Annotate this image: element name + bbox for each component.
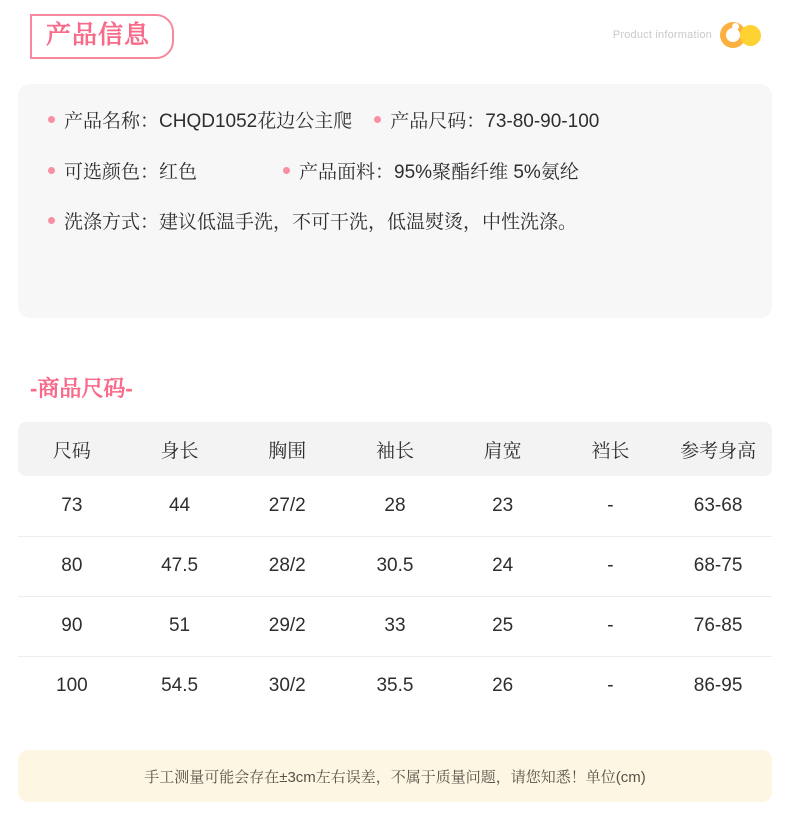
- measurement-note-text: 手工测量可能会存在±3cm左右误差，不属于质量问题，请您知悉！单位(cm): [144, 768, 646, 786]
- column-header-reference-height: 参考身高: [664, 422, 772, 476]
- cell-bust: 28/2: [233, 536, 341, 596]
- page-header: [0, 0, 790, 78]
- info-item-product-name: [48, 108, 352, 137]
- cell-body-length: 54.5: [161, 675, 199, 697]
- cell-bust: 27/2: [233, 476, 341, 536]
- table-header-row: [18, 422, 772, 476]
- info-item-color: [48, 159, 197, 188]
- info-label: 洗涤方式：: [64, 212, 160, 233]
- column-header-body-length: 身长: [126, 422, 234, 476]
- cell-reference-height: 76-85: [664, 596, 772, 656]
- info-value: 73-80-90-100: [485, 111, 600, 132]
- size-table-wrapper: [18, 422, 772, 716]
- cell-crotch-length: -: [557, 536, 665, 596]
- info-label: 产品面料：: [299, 161, 395, 183]
- bullet-icon: [283, 167, 290, 174]
- cell-body-length: 47.5: [126, 536, 234, 596]
- info-label: 可选颜色：: [64, 161, 160, 183]
- cell-body-length: 51: [126, 596, 234, 656]
- cell-body-length: 44: [126, 476, 234, 536]
- column-header-bust: 胸围: [233, 422, 341, 476]
- header-en-label: Product information: [612, 29, 712, 41]
- size-table-body: [18, 476, 772, 716]
- page-title-badge: [30, 14, 174, 59]
- info-value: CHQD1052花边公主爬: [159, 111, 353, 132]
- info-item-product-size: [374, 108, 599, 137]
- cell-size: 100: [56, 675, 88, 697]
- size-table-head: [18, 422, 772, 476]
- cell-shoulder-width: 25: [449, 596, 557, 656]
- measurement-note: [18, 750, 772, 802]
- cell-sleeve-length: 28: [341, 476, 449, 536]
- column-header-size: 尺码: [18, 422, 126, 476]
- info-row: [48, 159, 742, 188]
- cell-shoulder-width: 24: [449, 536, 557, 596]
- table-row: [18, 656, 772, 716]
- table-row: [18, 596, 772, 656]
- cell-shoulder-width: 23: [449, 476, 557, 536]
- brand-circles-logo-icon: [720, 22, 766, 48]
- column-header-sleeve-length: 袖长: [341, 422, 449, 476]
- cell-shoulder-width: 26: [492, 675, 514, 697]
- cell-bust: 29/2: [233, 596, 341, 656]
- column-header-shoulder-width: 肩宽: [449, 422, 557, 476]
- size-section-title: -商品尺码-: [30, 376, 133, 401]
- cell-sleeve-length: 33: [341, 596, 449, 656]
- table-row: [18, 476, 772, 536]
- cell-size: 80: [18, 536, 126, 596]
- cell-crotch-length: -: [557, 596, 665, 656]
- cell-sleeve-length: 35.5: [376, 675, 414, 697]
- bullet-icon: [48, 167, 55, 174]
- product-info-card: [18, 84, 772, 318]
- table-row: [18, 536, 772, 596]
- bullet-icon: [48, 116, 55, 123]
- cell-sleeve-length: 30.5: [341, 536, 449, 596]
- info-label: 产品尺码：: [390, 111, 486, 132]
- info-item-washing: [48, 209, 577, 238]
- info-value: 红色: [159, 161, 198, 183]
- header-brand-area: [613, 22, 766, 48]
- cell-reference-height: 86-95: [693, 675, 743, 697]
- cell-reference-height: 68-75: [664, 536, 772, 596]
- cell-size: 90: [18, 596, 126, 656]
- cell-bust: 30/2: [268, 675, 306, 697]
- info-item-fabric: [283, 159, 579, 188]
- column-header-crotch-length: 裆长: [557, 422, 665, 476]
- info-value: 95%聚酯纤维 5%氨纶: [394, 161, 579, 183]
- size-table: [18, 422, 772, 716]
- info-value: 建议低温手洗，不可干洗，低温熨烫，中性洗涤。: [159, 212, 578, 233]
- info-row: [48, 209, 742, 238]
- cell-crotch-length: -: [557, 476, 665, 536]
- cell-reference-height: 63-68: [664, 476, 772, 536]
- bullet-icon: [48, 217, 55, 224]
- bullet-icon: [374, 116, 381, 123]
- info-label: 产品名称：: [64, 111, 160, 132]
- page-title: 产品信息: [46, 21, 151, 49]
- cell-size: 73: [18, 476, 126, 536]
- cell-crotch-length: -: [607, 675, 614, 697]
- info-row: [48, 108, 742, 137]
